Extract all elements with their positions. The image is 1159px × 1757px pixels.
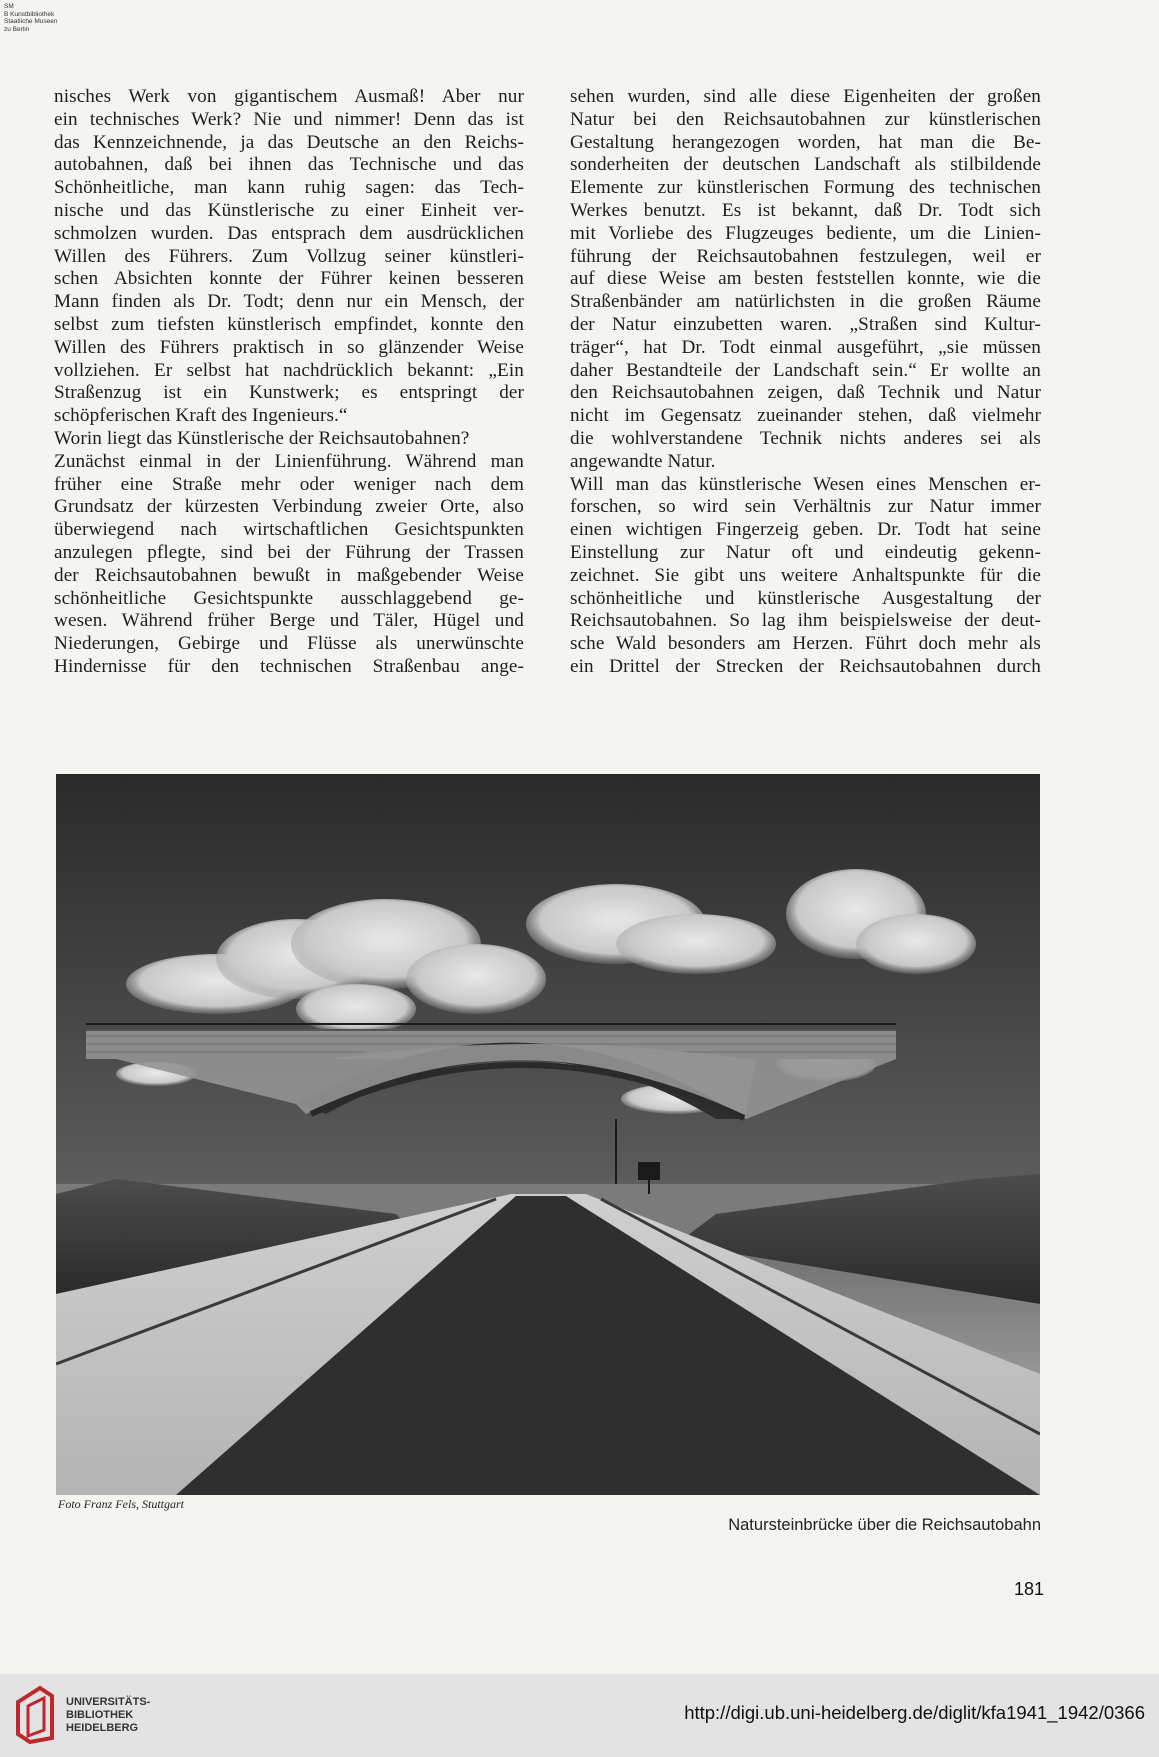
text-line: ein technisches Werk? Nie und nimmer! Denn das ist [54,108,524,130]
text-line: anzulegen pflegte, sind bei der Führung der Trassen [54,541,524,563]
left-text-column [54,86,524,679]
footer-bar [0,1674,1159,1757]
text-line: schöpferischen Kraft des Ingenieurs.“ [54,405,348,427]
library-name-line: BIBLIOTHEK [66,1709,134,1721]
source-url-link[interactable]: http://digi.ub.uni-heidelberg.de/diglit/kfa1941_1942/0366 [684,1702,1145,1723]
text-line: Einstellung zur Natur oft und eindeutig gekenn- [570,541,1041,563]
text-line: vollziehen. Er selbst hat nachdrücklich bekannt: „Ein [54,359,524,381]
text-line: der Reichsautobahnen bewußt in maßgebender Weise [54,564,524,586]
text-line: auf diese Weise am besten feststellen konnte, wie die [570,268,1041,290]
library-name [66,1696,150,1735]
text-line: schönheitliche und künstlerische Ausgestaltung der [570,587,1041,609]
text-line: wesen. Während früher Berge und Täler, Hügel und [54,610,524,632]
text-line: selbst zum tiefsten künstlerisch empfindet, konnte den [54,313,524,335]
text-line: schen Absichten konnte der Führer keinen besseren [54,268,524,290]
text-line: schmolzen wurden. Das entsprach dem ausdrücklichen [54,222,524,244]
library-name-line: HEIDELBERG [66,1722,139,1734]
stamp-line: zu Berlin [4,25,30,33]
text-line: Hindernisse für den technischen Straßenbau ange- [54,655,524,677]
text-line: daher Bestandteile der Landschaft sein.“ Er wollte an [570,359,1041,381]
text-line: Zunächst einmal in der Linienführung. Während man [54,450,524,472]
bridge-photo [56,774,1040,1495]
text-line: nisches Werk von gigantischem Ausmaß! Aber nur [54,86,524,107]
text-line: Werkes benutzt. Es ist bekannt, daß Dr. Todt sich [570,199,1041,221]
university-library-logo-icon [14,1684,56,1746]
text-line: angewandte Natur. [570,450,716,472]
text-line: Willen des Führers praktisch in so glänzender Weise [54,336,524,358]
text-line: Gestaltung herangezogen worden, hat man die Be- [570,131,1041,153]
text-line: mit Vorliebe des Flugzeuges bediente, um die Linien- [570,222,1041,244]
text-line: die wohlverstandene Technik nichts anderes sei als [570,427,1041,449]
text-line: Schönheitliche, man kann ruhig sagen: das Tech- [54,177,524,199]
text-line: nische und das Künstlerische zu einer Einheit ver- [54,199,524,221]
text-line: autobahnen, daß bei ihnen das Technische und das [54,154,524,176]
text-line: das Kennzeichnende, ja das Deutsche an den Reichs- [54,131,524,153]
text-line: forschen, so wird sein Verhältnis zur Natur immer [570,496,1041,518]
text-line: Grundsatz der kürzesten Verbindung zweier Orte, also [54,496,524,518]
text-line: sehen wurden, sind alle diese Eigenheiten der großen [570,86,1041,107]
text-line: Niederungen, Gebirge und Flüsse als unerwünschte [54,633,524,655]
stamp-line: SM [4,3,14,10]
right-text-column [570,86,1041,679]
text-line: einen wichtigen Fingerzeig geben. Dr. Todt hat seine [570,519,1041,541]
text-line: Mann finden als Dr. Todt; denn nur ein Mensch, der [54,291,524,313]
text-line: Will man das künstlerische Wesen eines Menschen er- [570,473,1041,495]
text-line: den Reichsautobahnen zeigen, daß Technik und Natur [570,382,1041,404]
text-line: träger“, hat Dr. Todt einmal ausgeführt, „sie müssen [570,336,1041,358]
text-line: Elemente zur künstlerischen Formung des technischen [570,177,1041,199]
text-line: sche Wald besonders am Herzen. Führt doch mehr als [570,633,1041,655]
text-line: überwiegend nach wirtschaftlichen Gesichtspunkten [54,519,524,541]
text-line: sonderheiten der deutschen Landschaft als stilbildende [570,154,1041,176]
library-name-line: UNIVERSITÄTS- [66,1696,151,1708]
text-line: Straßenbänder am natürlichsten in die großen Räume [570,291,1041,313]
text-line: ein Drittel der Strecken der Reichsautobahnen durch [570,655,1041,677]
text-line: nicht im Gegensatz zueinander stehen, daß vielmehr [570,405,1041,427]
text-line: Natur bei den Reichsautobahnen zur künstlerischen [570,108,1041,130]
library-stamp [4,3,57,33]
photo-illustration [56,774,1040,1495]
page-number: 181 [1014,1579,1045,1599]
photo-credit: Foto Franz Fels, Stuttgart [58,1497,184,1511]
text-line: Worin liegt das Künstlerische der Reichsautobahnen? [54,427,470,449]
text-line: Reichsautobahnen. So lag ihm beispielsweise der deut- [570,610,1041,632]
text-line: früher eine Straße mehr oder weniger nach dem [54,473,524,495]
text-line: Straßenzug ist ein Kunstwerk; es entspringt der [54,382,524,404]
text-line: der Natur einzubetten waren. „Straßen sind Kultur- [570,313,1041,335]
photo-caption: Natursteinbrücke über die Reichsautobahn [728,1516,1041,1534]
stamp-line: Staatliche Museen [4,18,58,25]
text-line: Willen des Führers. Zum Vollzug seiner künstleri- [54,245,524,267]
text-line: führung der Reichsautobahnen festzulegen, weil er [570,245,1041,267]
text-line: zeichnet. Sie gibt uns weitere Anhaltspunkte für die [570,564,1041,586]
stamp-line: B Kunstbibliothek [4,10,55,18]
text-line: schönheitliche Gesichtspunkte ausschlaggebend ge- [54,587,524,609]
